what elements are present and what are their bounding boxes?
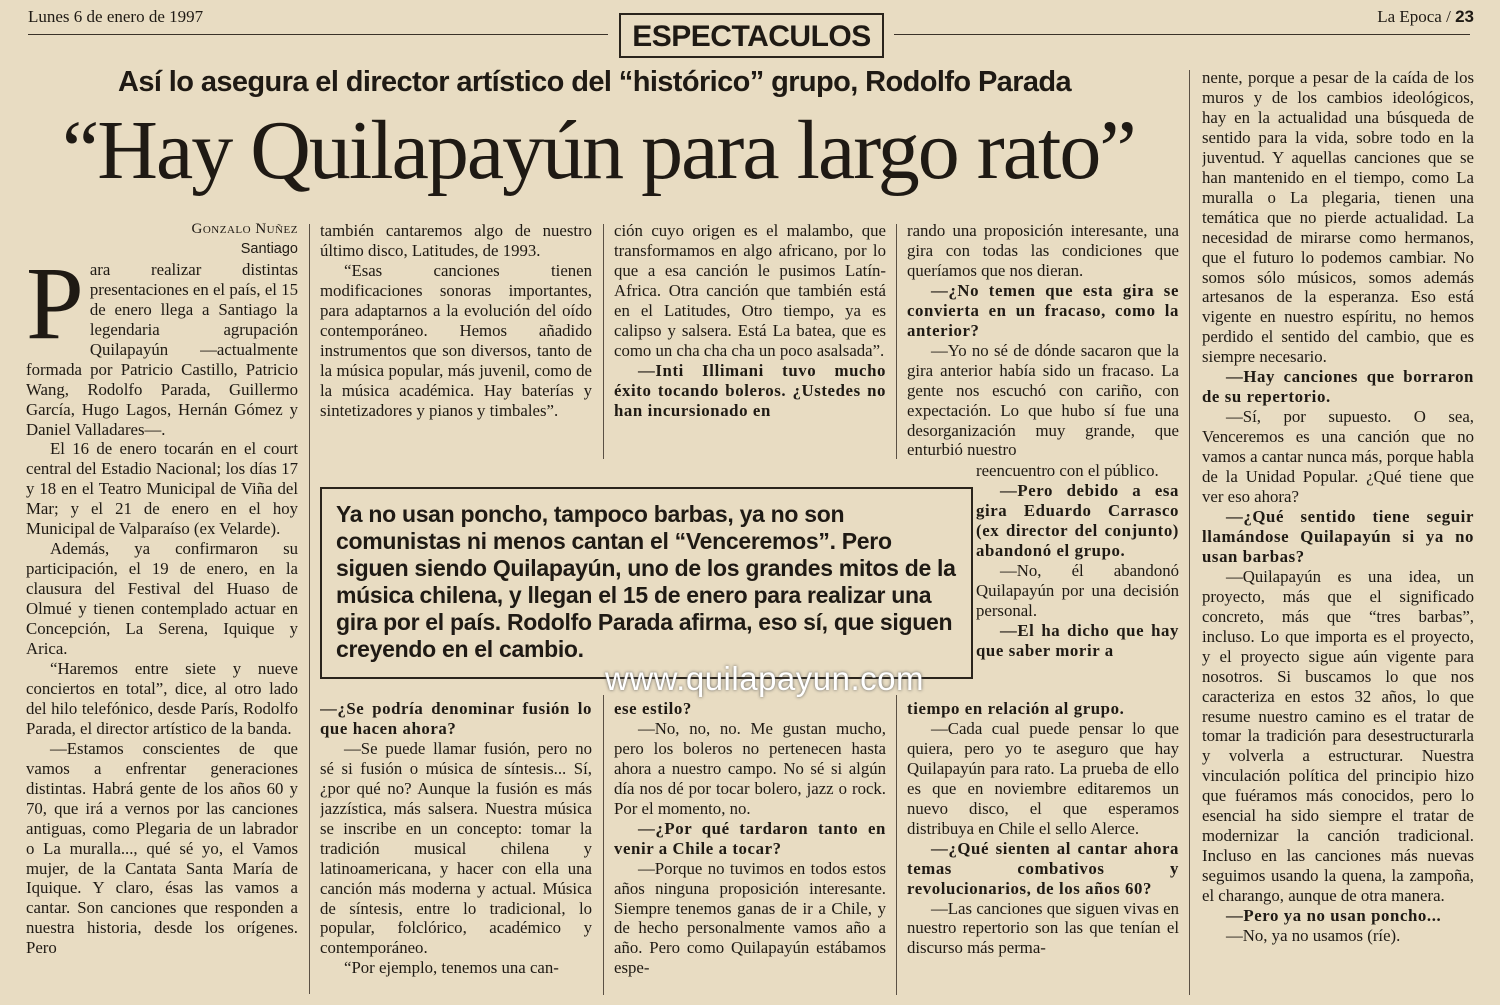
paragraph: “Haremos entre siete y nueve conciertos en total”, dice, al otro lado del hilo telefónico, desde París, Rodolfo Parada, el director artístico de la banda. bbox=[26, 658, 298, 738]
column-rule bbox=[896, 695, 897, 995]
interview-question: —Hay canciones que borraron de su repertorio. bbox=[1202, 367, 1474, 407]
interview-question: —¿Se podría denominar fusión lo que hacen ahora? bbox=[320, 699, 592, 738]
paragraph: El 16 de enero tocarán en el court central del Estadio Nacional; los días 17 y 18 en el Teatro Municipal de Viña del Mar; y el 21 de enero en el hoy Municipal de Valparaíso (ex Velarde). bbox=[26, 439, 298, 539]
interview-question: —¿Qué sienten al cantar ahora temas combativos y revolucionarios, de los años 60? bbox=[907, 838, 1179, 898]
interview-question: —El ha dicho que hay que saber morir a bbox=[976, 620, 1179, 660]
article-column-3-top bbox=[614, 221, 886, 461]
interview-question: —Pero debido a esa gira Eduardo Carrasco (ex director del conjunto) abandonó el grupo. bbox=[976, 480, 1179, 560]
paragraph: —Cada cual puede pensar lo que quiera, pero yo te aseguro que hay Quilapayún para rato. La prueba de ello es que en noviembre editaremos un nuevo disco, el que esperamos distribuya en Chile el sello Alerce. bbox=[907, 718, 1179, 838]
paragraph: reencuentro con el público. bbox=[976, 461, 1159, 480]
headline: “Hay Quilapayún para largo rato” bbox=[62, 104, 1135, 197]
paragraph: —Quilapayún es una idea, un proyecto, más que el significado concreto, más que “tres barbas”, incluso. Lo que importa es el proyecto, y el proyecto sigue aún vigente para nosotros. Si buscamos lo que nos caracteriza en estos 32 años, lo que resume nuestro camino es el tratar de tomar la tradición para desestructurarla y volverla a estructurar. Nuestra vinculación política del principio hizo que fuéramos más conocidos, pero lo esencial ha sido siempre el tratar de modernizar la canción tradicional. Incluso en las canciones más nuevas seguimos usando la quena, la zampoña, el charango, aunque de otra manera. bbox=[1202, 566, 1474, 906]
kicker: Así lo asegura el director artístico del “histórico” grupo, Rodolfo Parada bbox=[118, 66, 1072, 98]
watermark: www.quilapayun.com bbox=[605, 660, 924, 697]
interview-question: —Inti Illimani tuvo mucho éxito tocando boleros. ¿Ustedes no han incursionado en bbox=[614, 360, 886, 420]
article-column-1 bbox=[26, 220, 298, 1000]
article-column-4-top bbox=[907, 221, 1179, 481]
masthead-rule-left bbox=[28, 34, 608, 35]
interview-question: —¿Por qué tardaron tanto en venir a Chile a tocar? bbox=[614, 818, 886, 858]
paragraph: —Las canciones que siguen vivas en nuestro repertorio son las que tenían el discurso más perma- bbox=[907, 898, 1179, 958]
paragraph: —Yo no sé de dónde sacaron que la gira anterior había sido un fracaso. La gente nos escuchó con cariño, con expectación. Lo que hubo sí fue una desorganización muy grande, que enturbió nuestro bbox=[907, 340, 1179, 460]
paragraph: Para realizar distintas presentaciones en el país, el 15 de enero llega a Santiago la legendaria agrupación Quilapayún —actualmente formada por Patricio Castillo, Patricio Wang, Rodolfo Parada, Guillermo García, Hugo Lagos, Hernán Gómez y Daniel Valladares—. bbox=[26, 245, 298, 439]
column-rule bbox=[603, 695, 604, 995]
interview-question: —¿No temen que esta gira se convierta en un fracaso, como la anterior? bbox=[907, 280, 1179, 340]
paragraph: “Por ejemplo, tenemos una can- bbox=[344, 958, 559, 978]
paragraph: —Se puede llamar fusión, pero no sé si fusión o música de síntesis... Sí, ¿por qué no? Aunque la fusión es más jazzística, más salsera. Nuestra música se inscribe en un concepto: tomar la tradición musical chilena y latinoamericana, y hacer con ella una canción más moderna y actual. Música de síntesis, entre lo tradicional, lo popular, folclórico, académico y contemporáneo. bbox=[320, 738, 592, 958]
drop-cap: P bbox=[26, 245, 84, 361]
interview-question: —Pero ya no usan poncho... bbox=[1226, 906, 1442, 926]
paragraph: —Sí, por supuesto. O sea, Venceremos es una canción que no vamos a cantar nunca más, porque habla de la Unidad Popular. ¿Qué tiene que ver eso ahora? bbox=[1202, 407, 1474, 507]
article-column-5 bbox=[1202, 68, 1474, 1000]
publication-name: La Epoca / bbox=[1377, 7, 1451, 26]
paragraph: también cantaremos algo de nuestro último disco, Latitudes, de 1993. bbox=[320, 221, 592, 260]
column-rule bbox=[603, 224, 604, 459]
interview-question: —¿Qué sentido tiene seguir llamándose Quilapayún si ya no usan barbas? bbox=[1202, 506, 1474, 566]
paragraph: nente, porque a pesar de la caída de los muros y de los cambios ideológicos, hay en la actualidad una búsqueda de sentido para la vida, sobre todo en la juventud. Y aquellas canciones que se han mantenido en el tiempo, como La muralla o La plegaria, tienen una temática que no pierde actualidad. La necesidad de mirarse como hermanos, que el futuro lo podemos cambiar. No somos sólo músicos, somos además artesanos de la esperanza. Eso está vigente en nuestro espíritu, no hemos perdido el sentido del cambio, que es siempre necesario. bbox=[1202, 68, 1474, 367]
paragraph: —No, ya no usamos (ríe). bbox=[1226, 925, 1401, 945]
paragraph: rando una proposición interesante, una gira con todas las condiciones que queríamos que nos dieran. bbox=[907, 221, 1179, 280]
interview-question: tiempo en relación al grupo. bbox=[907, 699, 1125, 718]
paragraph: Además, ya confirmaron su participación, el 19 de enero, en la clausura del Festival del Huaso de Olmué y tienen contemplado actuar en Concepción, La Serena, Iquique y Arica. bbox=[26, 539, 298, 659]
article-column-2-bottom bbox=[320, 699, 592, 999]
interview-question: ese estilo? bbox=[614, 699, 692, 718]
paragraph: “Esas canciones tienen modificaciones sonoras importantes, para adaptarnos a la evolución del oído contemporáneo. Hemos añadido instrumentos que son diversos, tanto de la música popular, más juvenil, como de la música académica. Hay baterías y sintetizadores y pianos y timbales”. bbox=[320, 260, 592, 420]
paragraph: —No, no, no. Me gustan mucho, pero los boleros no pertenecen hasta ahora a nuestro campo. No sé si algún día nos dé por tocar bolero, jazz o rock. Por el momento, no. bbox=[614, 718, 886, 818]
paragraph: —No, él abandonó Quilapayún por una decisión personal. bbox=[976, 560, 1179, 620]
publication-info bbox=[1377, 7, 1474, 27]
column-rule bbox=[896, 224, 897, 459]
paragraph: ción cuyo origen es el malambo, que transformamos en algo africano, por lo que a esa canción le pusimos Latín-Africa. Otra canción que también está en el Latitudes, Otro tiempo, ya es calipso y salsera. Está La batea, que es como un cha cha cha un poco asalsada”. bbox=[614, 221, 886, 360]
paragraph: —Estamos conscientes de que vamos a enfrentar generaciones distintas. Habrá gente de los años 60 y 70, que irá a vernos por las canciones antiguas, como Plegaria de un labrador o La muralla..., qué sé yo, el Vamos mujer, de la Cantata Santa María de Iquique. Y claro, ésas las vamos a cantar. Son canciones que responden a nuestra historia, desde los orígenes. Pero bbox=[26, 738, 298, 958]
dateline-place: Santiago bbox=[240, 240, 298, 257]
byline: Gonzalo Nuñez bbox=[191, 221, 298, 237]
column-rule bbox=[309, 224, 310, 994]
pull-quote-box bbox=[320, 487, 973, 679]
issue-date: Lunes 6 de enero de 1997 bbox=[28, 7, 204, 26]
paragraph: —Porque no tuvimos en todos estos años ninguna proposición interesante. Siempre tenemos ganas de ir a Chile, y de hecho personalmente vamos año a año. Pero como Quilapayún estábamos espe- bbox=[614, 858, 886, 978]
article-column-4-narrow bbox=[976, 461, 1179, 701]
pull-quote: Ya no usan poncho, tampoco barbas, ya no son comunistas ni menos cantan el “Venceremos”. Pero siguen siendo Quilapayún, uno de los grandes mitos de la música chilena, y llegan el 15 de enero para realizar una gira por el país. Rodolfo Parada afirma, eso sí, que siguen creyendo en el cambio. bbox=[336, 501, 956, 662]
page-number: 23 bbox=[1455, 7, 1474, 26]
article-column-4-bottom bbox=[907, 699, 1179, 999]
section-title: ESPECTACULOS bbox=[619, 13, 884, 58]
masthead-rule-right bbox=[894, 34, 1470, 35]
article-column-2-top bbox=[320, 221, 592, 461]
article-column-3-bottom bbox=[614, 699, 886, 999]
column-rule bbox=[1189, 70, 1190, 995]
